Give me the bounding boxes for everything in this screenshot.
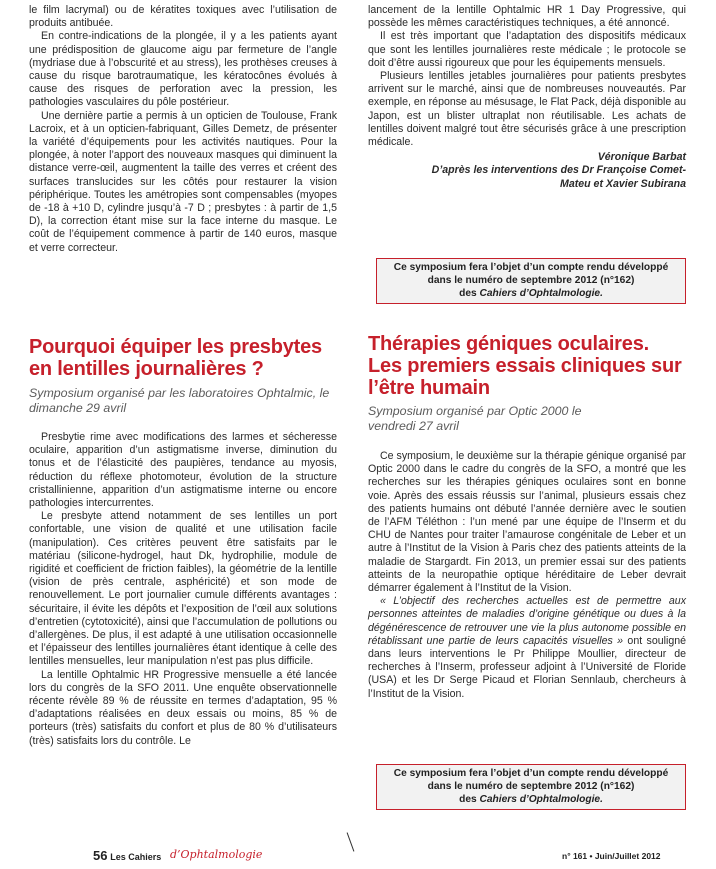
publication-logo-script: d’Ophtalmologie [170, 848, 263, 861]
quote-paragraph [368, 595, 686, 701]
publication-prefix: Les Cahiers [110, 852, 162, 862]
paragraph: En contre-indications de la plongée, il y a les patients ayant une prédisposition de glaucome aigu par fermeture de l’angle (mydriase due à l’obscurité et au stress), les prothèses creuses à cause du risque barotraumatique, les kératocônes évolués à cause des risques de perforation avec la pression, les pathologies vasculaires du pôle postérieur. [29, 30, 337, 109]
right-top-text [368, 4, 686, 191]
paragraph: le film lacrymal) ou de kératites toxiques avec l’utilisation de produits antibuée. [29, 4, 337, 30]
box-line [383, 794, 679, 807]
article-subtitle: Symposium organisé par Optic 2000 le vendredi 27 avril [368, 404, 582, 433]
quote-attribution: ont souligné dans leurs interventions le Pr Philippe Moullier, directeur de recherches à l’Inserm, professeur adjoint à l’Université de Floride (USA) et les Dr Serge Picaud et Florian Sennlaub, chercheurs à l’Institut de la Vision. [368, 634, 686, 700]
quote: « L’objectif des recherches actuelles est de permettre aux personnes atteintes de maladies d’origine génétique ou dues à la dégénérescence de retrouver une vie la plus autonome possible en rétablissant une partie de leurs capacités visuelles » [368, 595, 686, 647]
report-notice-box [376, 764, 686, 810]
paragraph: Ce symposium, le deuxième sur la thérapie génique organisé par Optic 2000 dans le cadre du congrès de la SFO, a montré que les recherches sur les thérapies géniques oculaires sont en bonne voie. Après des essais réussis sur l’animal, plusieurs essais chez des patients humains ont débuté l’année dernière avec le soutien de l’AFM Téléthon : l’un mené par une équipe de l’Inserm et du CHU de Nantes pour traiter l’amaurose congénitale de Leber et un autre à l’Institut de la Vision à Paris chez des patients atteints de la maladie de Stargardt. Fin 2013, un premier essai sur des patients atteints de la neuropathie optique héréditaire de Leber devrait démarrer également à l’Institut de la Vision. [368, 450, 686, 595]
box-line [383, 288, 679, 301]
signature-source: D’après les interventions des Dr Françoise Comet-Mateu et Xavier Subirana [431, 164, 686, 190]
article-genetic-therapies [368, 333, 686, 701]
journal-name: Cahiers d’Ophtalmologie. [479, 287, 603, 299]
box-line: dans le numéro de septembre 2012 (n°162) [427, 274, 635, 286]
article-title: Pourquoi équiper les presbytes en lentilles journalières ? [29, 336, 322, 380]
left-top-text [29, 4, 337, 255]
paragraph: lancement de la lentille Ophtalmic HR 1 Day Progressive, qui possède les mêmes caractéristiques techniques, a été annoncé. [368, 4, 686, 30]
journal-name: Cahiers d’Ophtalmologie. [479, 793, 603, 805]
footer-divider [347, 832, 355, 851]
paragraph: Presbytie rime avec modifications des larmes et sécheresse oculaire, apparition d’un astigmatisme inverse, diminution du tonus et de l’élasticité des paupières, tendance au myosis, réduction du réflexe photomoteur, évolution de la structure cristallinienne, apparition d’un astigmatisme interne ou encore pathologies intercurrentes. [29, 431, 337, 510]
box-prefix: des [459, 287, 477, 299]
box-line: Ce symposium fera l’objet d’un compte rendu développé [393, 262, 669, 273]
box-line: dans le numéro de septembre 2012 (n°162) [427, 780, 635, 792]
paragraph: Il est très important que l’adaptation des dispositifs médicaux que sont les lentilles journalières reste médicale ; le protocole se doit d’être aussi rigoureux que pour les équipements mensuels. [368, 30, 686, 69]
article-subtitle: Symposium organisé par les laboratoires Ophtalmic, le dimanche 29 avril [29, 386, 330, 415]
left-column [29, 0, 337, 747]
box-prefix: des [459, 793, 477, 805]
page-number: 56 [93, 848, 108, 863]
footer-left [93, 848, 161, 863]
paragraph: Le presbyte attend notamment de ses lentilles un port confortable, une vision de qualité et une utilisation facile (manipulation). Ces critères peuvent être satisfaits par le matériau (silicone-hydrogel, haut Dk, hydrophilie, module de rigidité et coefficient de friction faibles), la géométrie de la lentille (vision de près centrale, asphéricité) et son mode de renouvellement. Le port journalier cumule différents avantages : sécuritaire, il évite les dépôts et l’exposition de l’œil aux solutions d’entretien (cytotoxicité), ainsi que l’accumulation de pollutions ou d’allergènes. De plus, il est adapté à une utilisation occasionnelle et l’épaisseur des lentilles journalières étant identique à celle des lentilles mensuelles, leur manipulation n’est pas plus difficile. [29, 510, 337, 668]
issue-number: n° 161 • Juin/Juillet 2012 [562, 851, 661, 861]
article-title: Thérapies géniques oculaires. Les premiers essais cliniques sur l’être humain [368, 333, 682, 399]
paragraph: Une dernière partie a permis à un opticien de Toulouse, Frank Lacroix, et à un opticien-fabriquant, Gilles Demetz, de présenter la variété d’équipements pour les activités nautiques. Pour la plongée, à noter l’apport des nouveaux masques qui diminuent la distance verre-œil, augmentent la taille des verres et créent des surfaces translucides sur les côtés pour restaurer la vision périphérique. Toutes les amétropies sont compensables (myopes de -18 à +10 D, cylindre jusqu’à -7 D ; presbytes : à partir de 1,5 D), la correction étant mise sur la face interne du masque. Le coût de l’équipement commence à partir de 140 euros, masque et verre correcteur. [29, 109, 337, 254]
author-signature: Véronique Barbat [597, 151, 686, 164]
box-line: Ce symposium fera l’objet d’un compte rendu développé [393, 768, 669, 779]
report-notice-box [376, 258, 686, 304]
right-column [368, 0, 687, 805]
article-presbytes [29, 336, 337, 748]
paragraph: Plusieurs lentilles jetables journalières pour patients presbytes arrivent sur le marché, ainsi que de nombreuses nouveautés. Par exemple, en réponse au mésusage, le Flat Pack, déjà disponible au Japon, est un blister ultraplat non réutilisable. Les achats de lentilles doivent malgré tout être sécurisés grâce à une prescription médicale. [368, 70, 687, 149]
paragraph: La lentille Ophtalmic HR Progressive mensuelle a été lancée lors du congrès de la SFO 2011. Une enquête observationnelle récente révèle 89 % de réussite en termes d’adaptation, 95 % d’adaptations réalisées en deux essais ou moins, 85 % de porteurs (très) satisfaits du confort et plus de 80 % d’utilisateurs (très) satisfaits lors du contrôle. Le [29, 668, 337, 747]
